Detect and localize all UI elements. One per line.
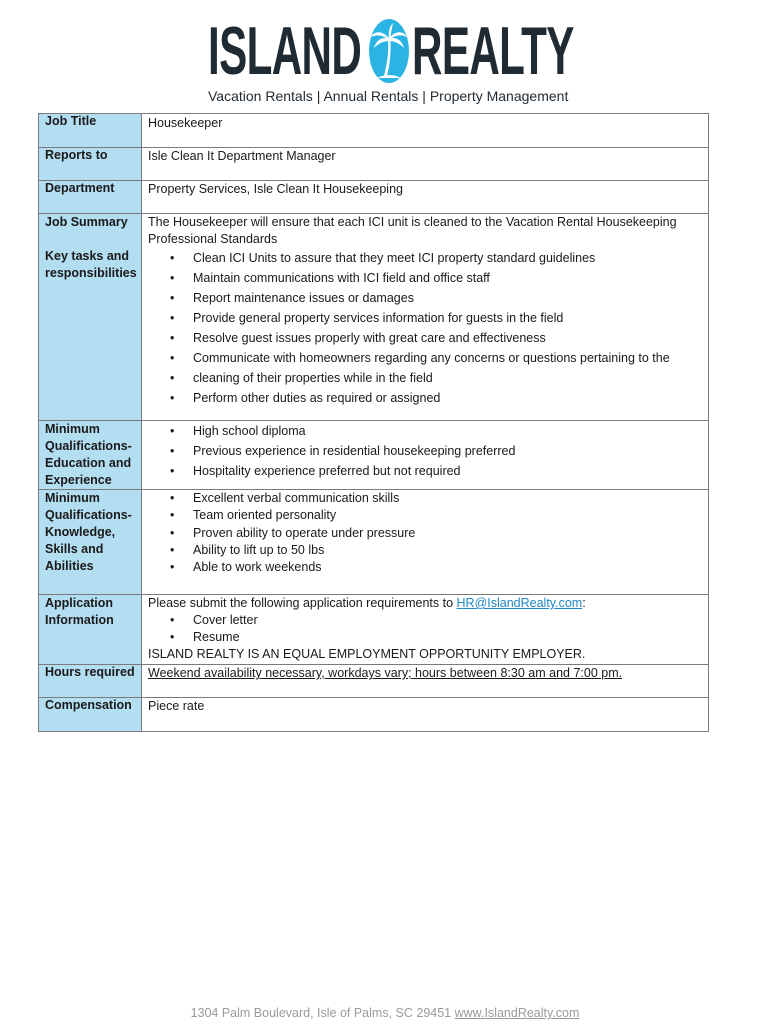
list-item: • Report maintenance issues or damages [148, 288, 702, 308]
label-key-tasks-2: responsibilities [45, 266, 137, 280]
label-min-qual-ed-4: Experience [45, 473, 112, 487]
row-department [39, 181, 709, 214]
label-application-1: Application [45, 596, 114, 610]
label-min-qual-ed-3: Education and [45, 456, 132, 470]
list-item: • High school diploma [148, 421, 702, 441]
list-item: • Ability to lift up to 50 lbs [148, 542, 702, 559]
list-item: • Previous experience in residential housekeeping preferred [148, 441, 702, 461]
list-item: • Communicate with homeowners regarding any concerns or questions pertaining to the [148, 348, 702, 368]
list-item: • Maintain communications with ICI field and office staff [148, 268, 702, 288]
list-item: • Cover letter [148, 612, 702, 629]
list-item: • Able to work weekends [148, 559, 702, 576]
list-item: • Resume [148, 629, 702, 646]
key-tasks-list [148, 248, 702, 408]
logo-word-realty: REALTY [412, 13, 574, 89]
label-job-title: Job Title [39, 114, 142, 148]
label-compensation: Compensation [39, 698, 142, 732]
logo-wordmark [208, 13, 574, 89]
application-intro-end: : [582, 596, 586, 610]
company-logo [0, 13, 770, 108]
row-compensation [39, 698, 709, 732]
skills-list [148, 490, 702, 576]
logo-tagline: Vacation Rentals | Annual Rentals | Property Management [208, 88, 569, 104]
row-min-qual-knowledge [39, 490, 709, 595]
page-footer [0, 1006, 770, 1020]
label-min-qual-ed-1: Minimum [45, 422, 100, 436]
list-item: • Provide general property services information for guests in the field [148, 308, 702, 328]
education-list [148, 421, 702, 481]
row-reports-to [39, 148, 709, 181]
label-application-2: Information [45, 613, 114, 627]
label-hours: Hours required [39, 665, 142, 698]
job-description-table [38, 113, 709, 732]
value-compensation: Piece rate [148, 699, 205, 713]
logo-word-island: ISLAND [208, 13, 362, 89]
label-reports-to: Reports to [39, 148, 142, 181]
row-job-summary-and-tasks [39, 214, 709, 421]
hr-email-link[interactable]: HR@IslandRealty.com [456, 596, 583, 610]
footer-address: 1304 Palm Boulevard, Isle of Palms, SC 29451 [190, 1006, 455, 1020]
list-item: • Hospitality experience preferred but not required [148, 461, 702, 481]
row-application-info [39, 595, 709, 665]
footer-website-link[interactable]: www.IslandRealty.com [454, 1006, 580, 1020]
list-item: • Resolve guest issues properly with great care and effectiveness [148, 328, 702, 348]
job-summary-line-1: The Housekeeper will ensure that each ICI unit is cleaned to the Vacation Rental Housekeeping [148, 215, 677, 229]
value-hours: Weekend availability necessary, workdays vary; hours between 8:30 am and 7:00 pm. [148, 666, 623, 680]
list-item: • Proven ability to operate under pressure [148, 525, 702, 542]
application-list [148, 612, 702, 646]
list-item: • Excellent verbal communication skills [148, 490, 702, 507]
list-item: • Clean ICI Units to assure that they meet ICI property standard guidelines [148, 248, 702, 268]
label-min-qual-kn-1: Minimum [45, 491, 100, 505]
label-min-qual-kn-4: Skills and [45, 542, 104, 556]
value-reports-to: Isle Clean It Department Manager [148, 149, 336, 163]
label-job-summary-text: Job Summary [45, 215, 128, 229]
label-key-tasks-1: Key tasks and [45, 249, 130, 263]
job-summary-line-2: Professional Standards [148, 232, 278, 246]
list-item: • Perform other duties as required or assigned [148, 388, 702, 408]
application-intro: Please submit the following application requirements to [148, 596, 457, 610]
label-min-qual-kn-3: Knowledge, [45, 525, 116, 539]
palm-tree-icon [368, 18, 410, 84]
list-item-continuation: cleaning of their properties while in the field [193, 371, 433, 385]
label-min-qual-ed-2: Qualifications- [45, 439, 132, 453]
list-item: • Team oriented personality [148, 507, 702, 524]
row-min-qual-education [39, 421, 709, 490]
eeo-notice: ISLAND REALTY IS AN EQUAL EMPLOYMENT OPPORTUNITY EMPLOYER. [148, 647, 586, 661]
label-department: Department [39, 181, 142, 214]
label-job-summary [39, 214, 142, 421]
label-min-qual-kn-2: Qualifications- [45, 508, 132, 522]
label-min-qual-kn-5: Abilities [45, 559, 94, 573]
row-job-title [39, 114, 709, 148]
row-hours [39, 665, 709, 698]
value-job-title: Housekeeper [148, 116, 223, 130]
value-department: Property Services, Isle Clean It Housekeeping [148, 182, 403, 196]
